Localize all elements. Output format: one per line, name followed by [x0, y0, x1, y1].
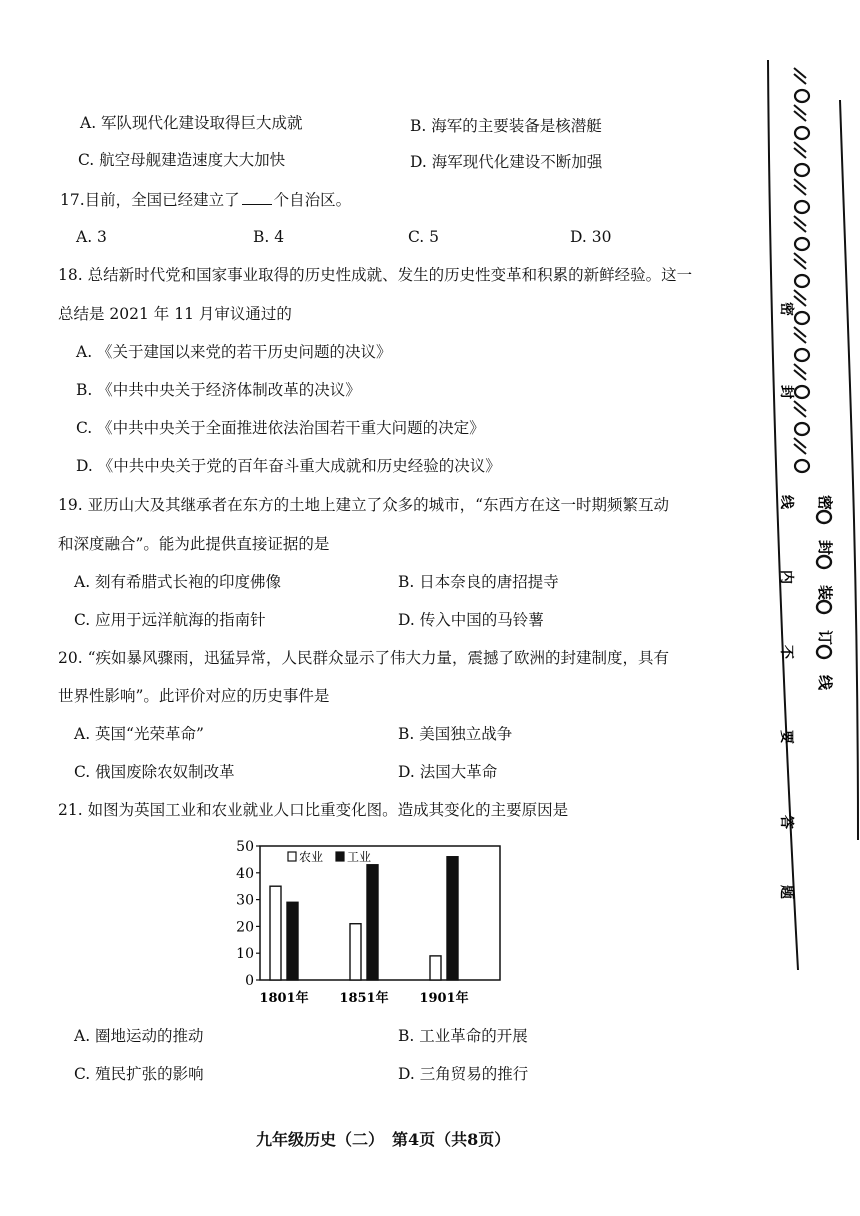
q19-stem-line1: 19. 亚历山大及其继承者在东方的土地上建立了众多的城市，“东西方在这一时期频繁互动	[58, 496, 670, 514]
q19-option-b: B. 日本奈良的唐招提寺	[398, 573, 559, 591]
binding-right-char: 封	[816, 540, 834, 556]
q19-option-d: D. 传入中国的马铃薯	[398, 611, 544, 629]
bar-农业-1901年	[430, 956, 441, 980]
q21-option-b: B. 工业革命的开展	[398, 1027, 528, 1045]
binding-circle	[795, 386, 809, 398]
y-tick-label: 20	[236, 919, 254, 936]
q20-stem-line2: 世界性影响”。此评价对应的历史事件是	[58, 687, 330, 705]
binding-circle	[795, 275, 809, 287]
q21-option-c: C. 殖民扩张的影响	[74, 1065, 204, 1083]
q17-stem-before: 目前，全国已经建立了	[84, 191, 240, 209]
x-tick-label: 1801年	[259, 991, 309, 1006]
binding-circle	[795, 460, 809, 472]
binding-circle	[795, 90, 809, 102]
binding-circle	[795, 349, 809, 361]
q17-stem	[60, 190, 351, 210]
legend-swatch-农业	[288, 852, 296, 861]
q16-option-c: C. 航空母舰建造速度大大加快	[78, 151, 286, 169]
legend-label-工业: 工业	[347, 850, 372, 864]
binding-curve-right	[840, 100, 858, 840]
binding-right-char: 装	[816, 585, 834, 601]
q18-option-d: D. 《中共中央关于党的百年奋斗重大成就和历史经验的决议》	[76, 457, 501, 475]
bar-工业-1801年	[287, 902, 298, 980]
binding-circle	[817, 646, 831, 658]
bar-工业-1901年	[447, 857, 458, 980]
binding-circle	[795, 127, 809, 139]
q18-option-c: C. 《中共中央关于全面推进依法治国若干重大问题的决定》	[76, 419, 485, 437]
binding-right-char: 密	[816, 495, 834, 511]
bar-农业-1851年	[350, 924, 361, 980]
binding-curve-left	[768, 60, 798, 970]
q16-option-d: D. 海军现代化建设不断加强	[410, 153, 603, 171]
binding-left-char: 不	[778, 645, 794, 659]
binding-left-char: 封	[778, 385, 794, 399]
binding-circle	[817, 556, 831, 568]
x-tick-label: 1901年	[419, 991, 469, 1006]
employment-bar-chart	[228, 838, 508, 1010]
q16-option-b: B. 海军的主要装备是核潜艇	[410, 117, 602, 135]
binding-right-column	[816, 495, 834, 691]
q17-option-b: B. 4	[253, 228, 285, 246]
binding-circle	[795, 312, 809, 324]
legend-label-农业: 农业	[299, 850, 324, 864]
q20-stem-line1: 20. “疾如暴风骤雨，迅猛异常，人民群众显示了伟大力量，震撼了欧洲的封建制度，具有	[58, 649, 670, 667]
q20-option-b: B. 美国独立战争	[398, 725, 513, 743]
q19-stem-line2: 和深度融合”。能为此提供直接证据的是	[58, 535, 330, 553]
binding-circle	[817, 511, 831, 523]
binding-circle	[795, 423, 809, 435]
binding-right-char: 订	[816, 630, 834, 646]
binding-right-char: 线	[816, 675, 834, 691]
q21-option-d: D. 三角贸易的推行	[398, 1065, 529, 1083]
q17-option-a: A. 3	[76, 228, 107, 246]
binding-circle	[817, 601, 831, 613]
q20-option-c: C. 俄国废除农奴制改革	[74, 763, 235, 781]
binding-left-char: 答	[778, 815, 794, 829]
y-tick-label: 0	[245, 973, 254, 989]
y-tick-label: 30	[236, 892, 254, 909]
binding-left-char: 线	[778, 495, 794, 509]
q17-option-d: D. 30	[570, 228, 612, 246]
q18-stem-line1: 18. 总结新时代党和国家事业取得的历史性成就、发生的历史性变革和积累的新鲜经验。这一	[58, 266, 693, 284]
q17-stem-after: 个自治区。	[273, 191, 352, 209]
q18-stem-line2: 总结是 2021 年 11 月审议通过的	[58, 305, 292, 323]
binding-circle	[795, 201, 809, 213]
binding-left-char: 内	[778, 570, 794, 584]
q17-number: 17.	[60, 191, 85, 209]
q18-option-a: A. 《关于建国以来党的若干历史问题的决议》	[76, 343, 392, 361]
q20-option-a: A. 英国“光荣革命”	[74, 725, 204, 743]
q21-stem: 21. 如图为英国工业和农业就业人口比重变化图。造成其变化的主要原因是	[58, 801, 569, 819]
legend-swatch-工业	[336, 852, 344, 861]
q20-option-d: D. 法国大革命	[398, 763, 498, 781]
binding-left-char: 题	[778, 885, 794, 899]
binding-left-char: 要	[778, 730, 794, 744]
y-tick-label: 50	[236, 839, 254, 855]
q17-option-c: C. 5	[408, 228, 440, 246]
binding-line-strip	[740, 40, 860, 1000]
q21-option-a: A. 圈地运动的推动	[74, 1027, 204, 1045]
q17-blank	[242, 190, 272, 205]
y-tick-label: 40	[236, 865, 254, 882]
x-tick-label: 1851年	[339, 991, 389, 1006]
q18-option-b: B. 《中共中央关于经济体制改革的决议》	[76, 381, 361, 399]
binding-left-char: 密	[778, 302, 794, 316]
bar-农业-1801年	[270, 886, 281, 980]
bar-工业-1851年	[367, 865, 378, 980]
q19-option-a: A. 刻有希腊式长袍的印度佛像	[74, 573, 282, 591]
y-tick-label: 10	[236, 946, 254, 963]
page-footer: 九年级历史（二） 第4页（共8页）	[256, 1130, 511, 1149]
binding-circle	[795, 164, 809, 176]
binding-dash-circle-pattern	[794, 68, 809, 472]
q19-option-c: C. 应用于远洋航海的指南针	[74, 611, 266, 629]
q16-option-a: A. 军队现代化建设取得巨大成就	[80, 114, 303, 132]
binding-circle	[795, 238, 809, 250]
